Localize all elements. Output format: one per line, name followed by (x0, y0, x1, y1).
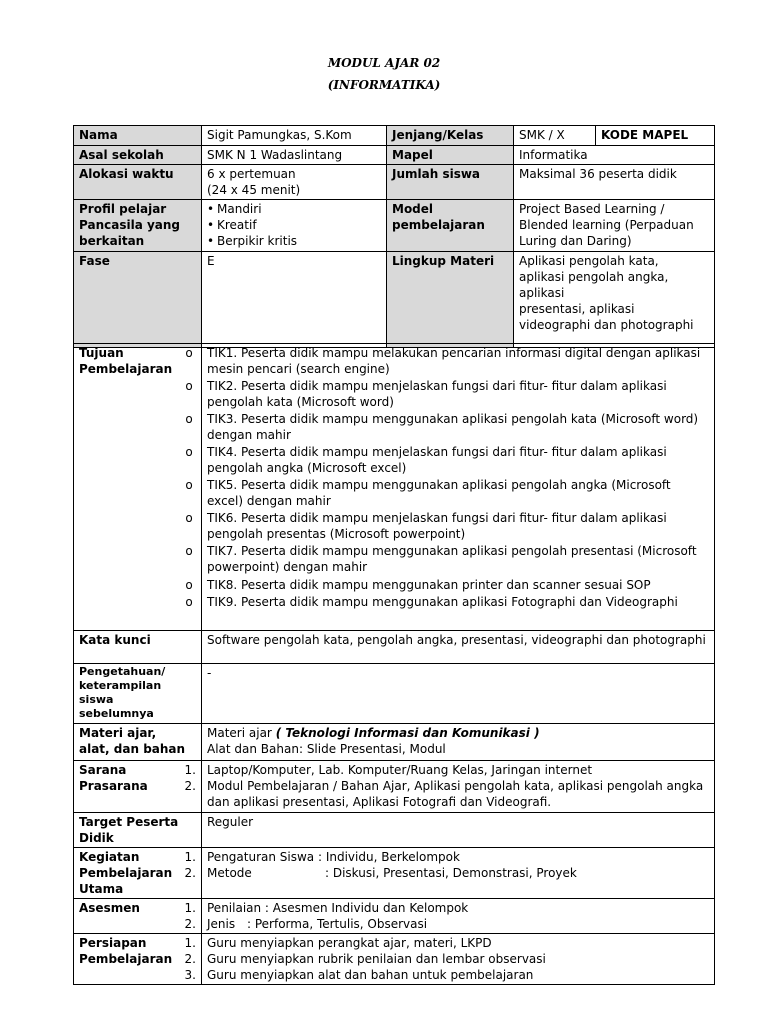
hollow-bullet-icon: o (185, 412, 193, 426)
asesmen-num: 1. (184, 901, 196, 915)
kata-kunci-value: Software pengolah kata, pengolah angka, presentasi, videographi dan photographi (202, 631, 715, 664)
content-table (73, 343, 715, 985)
model-label-line-2: pembelajaran (392, 218, 485, 232)
persiapan-item: Guru menyiapkan perangkat ajar, materi, LKPD (207, 936, 492, 950)
pengetahuan-label-line: keterampilan (79, 679, 162, 692)
sarana-label-line: Prasarana (79, 779, 148, 793)
row-asesmen (74, 899, 715, 934)
jenjang-label: Jenjang/Kelas (387, 126, 514, 146)
tujuan-item: TIK4. Peserta didik mampu menjelaskan fungsi dari fitur- fitur dalam aplikasi pengolah angka (Microsoft excel) (207, 445, 667, 475)
lingkup-line: aplikasi (519, 286, 565, 300)
hollow-bullet-icon: o (185, 478, 193, 492)
nama-value: Sigit Pamungkas, S.Kom (202, 126, 387, 146)
materi-label (74, 724, 202, 761)
materi-label-line: Materi ajar, (79, 726, 157, 740)
mapel-label: Mapel (387, 146, 514, 165)
tujuan-item: TIK9. Peserta didik mampu menggunakan aplikasi Fotographi dan Videographi (207, 595, 678, 609)
profil-item: • Kreatif (207, 217, 381, 233)
kegiatan-label-line: Kegiatan (79, 850, 140, 864)
kegiatan-item: Pengaturan Siswa : Individu, Berkelompok (207, 850, 460, 864)
persiapan-value (202, 934, 715, 985)
row-persiapan (74, 934, 715, 985)
profil-value (202, 200, 387, 252)
lingkup-line: videographi dan photographi (519, 318, 694, 332)
fase-value: E (202, 252, 387, 348)
pengetahuan-label-line: siswa (79, 693, 114, 706)
persiapan-item: Guru menyiapkan alat dan bahan untuk pembelajaran (207, 968, 534, 982)
tujuan-item: TIK1. Peserta didik mampu melakukan pencarian informasi digital dengan aplikasi mesin pencari (search engine) (207, 346, 701, 376)
hollow-bullet-icon: o (185, 379, 193, 393)
profil-label (74, 200, 202, 252)
kegiatan-value (202, 848, 715, 899)
model-label (387, 200, 514, 252)
jenjang-value: SMK / X (514, 126, 596, 146)
row-alokasi (74, 165, 715, 200)
asesmen-label (74, 899, 202, 934)
pengetahuan-label-line: Pengetahuan/ (79, 665, 166, 678)
jumlah-label: Jumlah siswa (387, 165, 514, 200)
alokasi-line-2: (24 x 45 menit) (207, 183, 301, 197)
profil-item: • Berpikir kritis (207, 233, 381, 249)
materi-line-2: Alat dan Bahan: Slide Presentasi, Modul (207, 742, 446, 756)
row-fase (74, 252, 715, 348)
model-label-line-1: Model (392, 202, 434, 216)
lingkup-line: aplikasi pengolah angka, (519, 270, 669, 284)
module-title: MODUL AJAR 02 (327, 56, 441, 70)
tujuan-item: TIK5. Peserta didik mampu menggunakan aplikasi pengolah angka (Microsoft excel) dengan mahir (207, 478, 671, 508)
kegiatan-num: 1. (184, 850, 196, 864)
profil-item: • Mandiri (207, 201, 381, 217)
hollow-bullet-icon: o (185, 578, 193, 592)
target-label-line: Didik (79, 831, 114, 845)
asal-value: SMK N 1 Wadaslintang (202, 146, 387, 165)
tujuan-item: TIK8. Peserta didik mampu menggunakan printer dan scanner sesuai SOP (207, 578, 651, 592)
persiapan-item: Guru menyiapkan rubrik penilaian dan lembar observasi (207, 952, 546, 966)
nama-label: Nama (74, 126, 202, 146)
tujuan-label-line-1: Tujuan (79, 346, 124, 360)
tujuan-item: TIK7. Peserta didik mampu menggunakan aplikasi pengolah presentasi (Microsoft powerpoint) dengan mahir (207, 544, 697, 574)
tujuan-label-line-2: Pembelajaran (79, 362, 173, 376)
persiapan-label-line: Pembelajaran (79, 952, 173, 966)
pengetahuan-value: - (202, 664, 715, 724)
persiapan-num: 3. (184, 968, 196, 982)
sarana-item: Modul Pembelajaran / Bahan Ajar, Aplikasi pengolah kata, aplikasi pengolah angka dan aplikasi presentasi, Aplikasi Fotografi dan Videografi. (207, 779, 704, 809)
tujuan-label-cell (74, 344, 202, 631)
profil-label-line-2: Pancasila yang (79, 218, 181, 232)
sarana-label-line: Sarana (79, 763, 127, 777)
tujuan-item: TIK6. Peserta didik mampu menjelaskan fungsi dari fitur- fitur dalam aplikasi pengolah presentas (Microsoft powerpoint) (207, 511, 667, 541)
pengetahuan-label (74, 664, 202, 724)
hollow-bullet-icon: o (185, 346, 193, 360)
sarana-item: Laptop/Komputer, Lab. Komputer/Ruang Kelas, Jaringan internet (207, 763, 593, 777)
tujuan-item: TIK2. Peserta didik mampu menjelaskan fungsi dari fitur- fitur dalam aplikasi pengolah kata (Microsoft word) (207, 379, 667, 409)
lingkup-line: presentasi, aplikasi (519, 302, 635, 316)
hollow-bullet-icon: o (185, 544, 193, 558)
asal-label: Asal sekolah (74, 146, 202, 165)
kegiatan-label (74, 848, 202, 899)
row-tujuan (74, 344, 715, 631)
sarana-num: 1. (184, 763, 196, 777)
asesmen-item (207, 916, 709, 932)
asesmen-item: Penilaian : Asesmen Individu dan Kelompok (207, 901, 469, 915)
asesmen-num: 2. (184, 917, 196, 931)
kegiatan-val: : Diskusi, Presentasi, Demonstrasi, Proyek (325, 866, 577, 880)
kegiatan-item (207, 865, 709, 881)
asesmen-val: : Performa, Tertulis, Observasi (247, 917, 428, 931)
row-materi (74, 724, 715, 761)
kegiatan-label-line: Utama (79, 882, 124, 896)
materi-topic: ( Teknologi Informasi dan Komunikasi ) (275, 726, 540, 740)
asesmen-key: Jenis (207, 917, 236, 931)
row-pengetahuan (74, 664, 715, 724)
fase-label: Fase (74, 252, 202, 348)
target-value: Reguler (202, 813, 715, 848)
tujuan-list (202, 344, 715, 631)
kata-kunci-label: Kata kunci (74, 631, 202, 664)
sarana-label (74, 761, 202, 813)
materi-label-line: alat, dan bahan (79, 742, 186, 756)
sarana-value (202, 761, 715, 813)
tujuan-item: TIK3. Peserta didik mampu menggunakan aplikasi pengolah kata (Microsoft word) dengan mahir (207, 412, 699, 442)
row-kata-kunci (74, 631, 715, 664)
persiapan-num: 1. (184, 936, 196, 950)
model-value: Project Based Learning / Blended learning (Perpaduan Luring dan Daring) (514, 200, 715, 252)
hollow-bullet-icon: o (185, 511, 193, 525)
alokasi-line-1: 6 x pertemuan (207, 167, 296, 181)
row-asal (74, 146, 715, 165)
asesmen-value (202, 899, 715, 934)
asesmen-label-line: Asesmen (79, 901, 140, 915)
kode-mapel-label: KODE MAPEL (596, 126, 715, 146)
materi-value (202, 724, 715, 761)
module-subtitle: (INFORMATIKA) (327, 78, 441, 92)
alokasi-label: Alokasi waktu (74, 165, 202, 200)
persiapan-label (74, 934, 202, 985)
jumlah-value: Maksimal 36 peserta didik (514, 165, 715, 200)
kegiatan-label-line: Pembelajaran (79, 866, 173, 880)
materi-prefix: Materi ajar (207, 726, 272, 740)
profil-label-line-3: berkaitan (79, 234, 145, 248)
persiapan-label-line: Persiapan (79, 936, 147, 950)
profil-label-line-1: Profil pelajar (79, 202, 167, 216)
identity-table (73, 125, 715, 348)
lingkup-label: Lingkup Materi (387, 252, 514, 348)
mapel-value: Informatika (514, 146, 715, 165)
target-label-line: Target Peserta (79, 815, 179, 829)
sarana-num: 2. (184, 779, 196, 793)
alokasi-value (202, 165, 387, 200)
profil-list (207, 201, 381, 249)
target-label (74, 813, 202, 848)
row-sarana (74, 761, 715, 813)
tujuan-bullets (182, 345, 196, 611)
kegiatan-num: 2. (184, 866, 196, 880)
row-nama (74, 126, 715, 146)
lingkup-value (514, 252, 715, 348)
row-profil (74, 200, 715, 252)
row-kegiatan (74, 848, 715, 899)
row-target (74, 813, 715, 848)
materi-line-1 (207, 725, 709, 741)
pengetahuan-label-line: sebelumnya (79, 707, 154, 720)
lingkup-line: Aplikasi pengolah kata, (519, 254, 659, 268)
hollow-bullet-icon: o (185, 445, 193, 459)
kegiatan-key: Metode (207, 866, 252, 880)
persiapan-num: 2. (184, 952, 196, 966)
hollow-bullet-icon: o (185, 595, 193, 609)
